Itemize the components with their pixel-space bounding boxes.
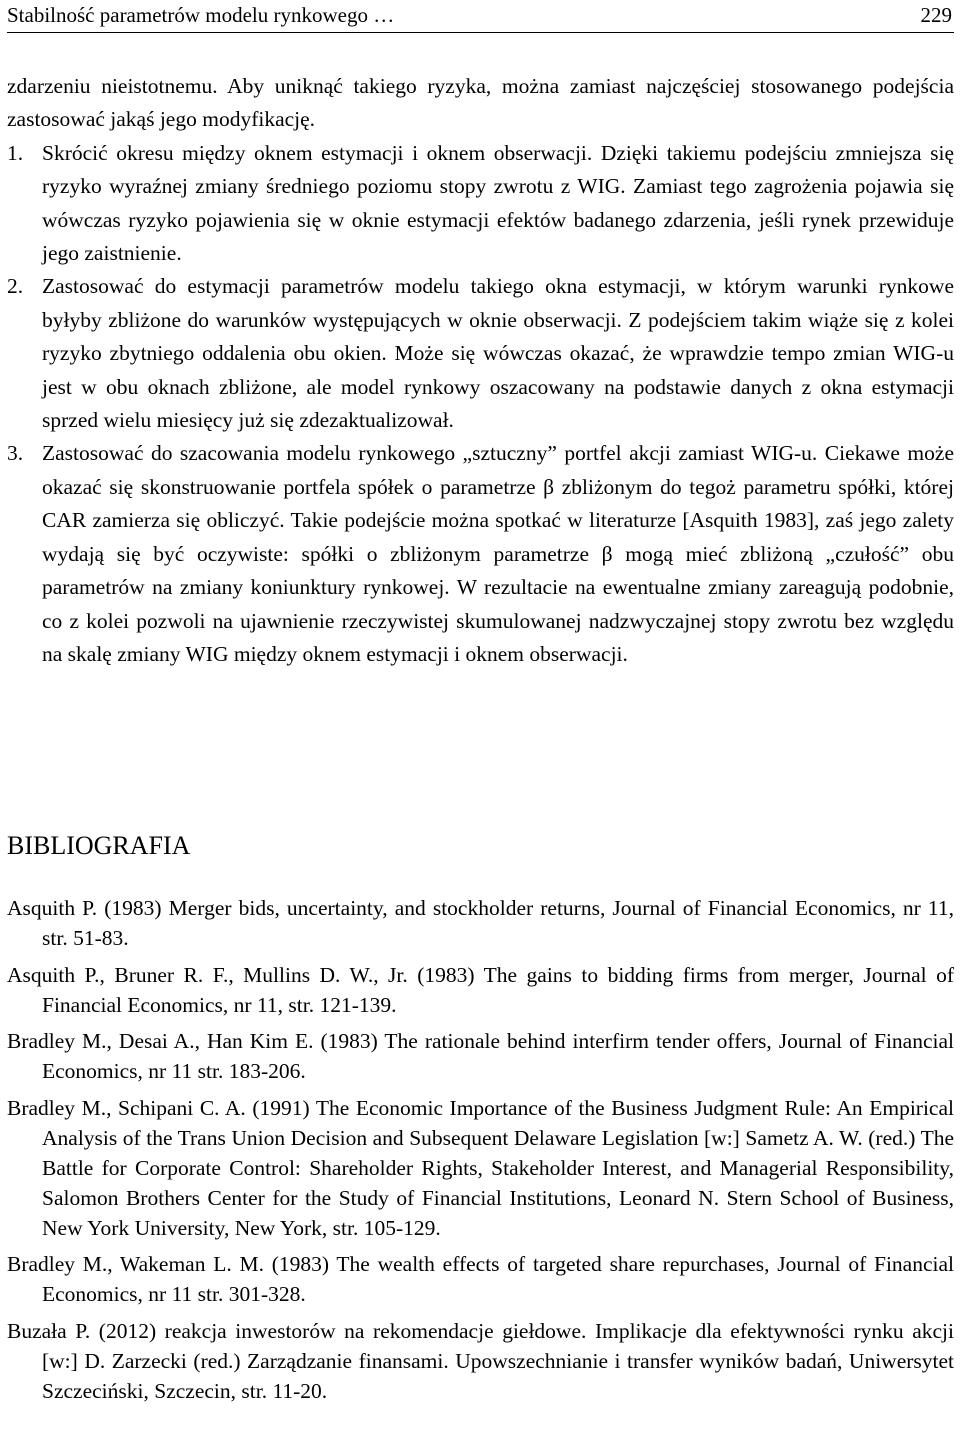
list-item [7, 437, 954, 671]
main-text [7, 70, 954, 671]
bibliography-heading: BIBLIOGRAFIA [7, 831, 191, 860]
bibliography-entry: Bradley M., Schipani C. A. (1991) The Economic Importance of the Business Judgment Rule: An Empirical Analysis of the Trans Union Decision and Subsequent Delaware Legislation [w:] Sametz A. W. (red.) The Battle for Corporate Control: Shareholder Rights, Stakeholder Interest, and Managerial Responsibility, Salomon Brothers Center for the Study of Financial Institutions, Leonard N. Stern School of Business, New York University, New York, str. 105-129. [7, 1095, 954, 1240]
running-header [7, 0, 954, 33]
bibliography-entry: Asquith P., Bruner R. F., Mullins D. W., Jr. (1983) The gains to bidding firms from merger, Journal of Financial Economics, nr 11, str. 121-139. [7, 962, 954, 1017]
list-item [7, 137, 954, 271]
list-item-number: 2. [7, 274, 24, 299]
bibliography-entry: Asquith P. (1983) Merger bids, uncertainty, and stockholder returns, Journal of Financial Economics, nr 11, str. 51-83. [7, 896, 954, 950]
bibliography-list [7, 893, 954, 1413]
intro-paragraph: zdarzeniu nieistotnemu. Aby uniknąć takiego ryzyka, można zamiast najczęściej stosowanego podejścia zastosować jakąś jego modyfikację. [7, 74, 954, 132]
bibliography-entry: Bradley M., Wakeman L. M. (1983) The wealth effects of targeted share repurchases, Journal of Financial Economics, nr 11 str. 301-328. [7, 1252, 954, 1307]
list-item [7, 270, 954, 437]
bibliography-entry: Buzała P. (2012) reakcja inwestorów na rekomendacje giełdowe. Implikacje dla efektywności rynku akcji [w:] D. Zarzecki (red.) Zarządzanie finansami. Upowszechnianie i transfer wyników badań, Uniwersytet Szczeciński, Szczecin, str. 11-20. [7, 1318, 954, 1403]
list-item-text: Zastosować do estymacji parametrów modelu takiego okna estymacji, w którym warunki rynkowe byłyby zbliżone do warunków występujących w oknie obserwacji. Z podejściem takim wiąże się z kolei ryzyko zbytniego oddalenia obu okien. Może się wówczas okazać, że wprawdzie tempo zmian WIG-u jest w obu oknach zbliżone, ale model rynkowy oszacowany na podstawie danych z okna estymacji sprzed wielu miesięcy już się zdezaktualizował. [42, 274, 954, 433]
bibliography-entry: Bradley M., Desai A., Han Kim E. (1983) The rationale behind interfirm tender offers, Journal of Financial Economics, nr 11 str. 183-206. [7, 1029, 954, 1084]
list-item-text: Skrócić okresu między oknem estymacji i oknem obserwacji. Dzięki takiemu podejściu zmniejsza się ryzyko wyraźnej zmiany średniego poziomu stopy zwrotu z WIG. Zamiast tego zagrożenia pojawia się wówczas ryzyko pojawienia się w oknie estymacji efektów badanego zdarzenia, jeśli rynek przewiduje jego zaistnienie. [42, 140, 954, 266]
running-title: Stabilność parametrów modelu rynkowego … [7, 3, 395, 27]
page-number: 229 [920, 3, 952, 27]
list-item-text: Zastosować do szacowania modelu rynkowego „sztuczny” portfel akcji zamiast WIG-u. Ciekawe może okazać się skonstruowanie portfela spółek o parametrze β zbliżonym do tegoż parametru spółki, której CAR zamierza się obliczyć. Takie podejście można spotkać w literaturze [Asquith 1983], zaś jego zalety wydają się być oczywiste: spółki o zbliżonym parametrze β mogą mieć zbliżoną „czułość” obu parametrów na zmiany koniunktury rynkowej. W rezultacie na ewentualne zmiany zareagują podobnie, co z kolei pozwoli na ujawnienie rzeczywistej skumulowanej nadzwyczajnej stopy zwrotu bez względu na skalę zmiany WIG między oknem estymacji i oknem obserwacji. [42, 441, 954, 666]
list-item-number: 3. [7, 441, 24, 466]
list-item-number: 1. [7, 140, 24, 165]
